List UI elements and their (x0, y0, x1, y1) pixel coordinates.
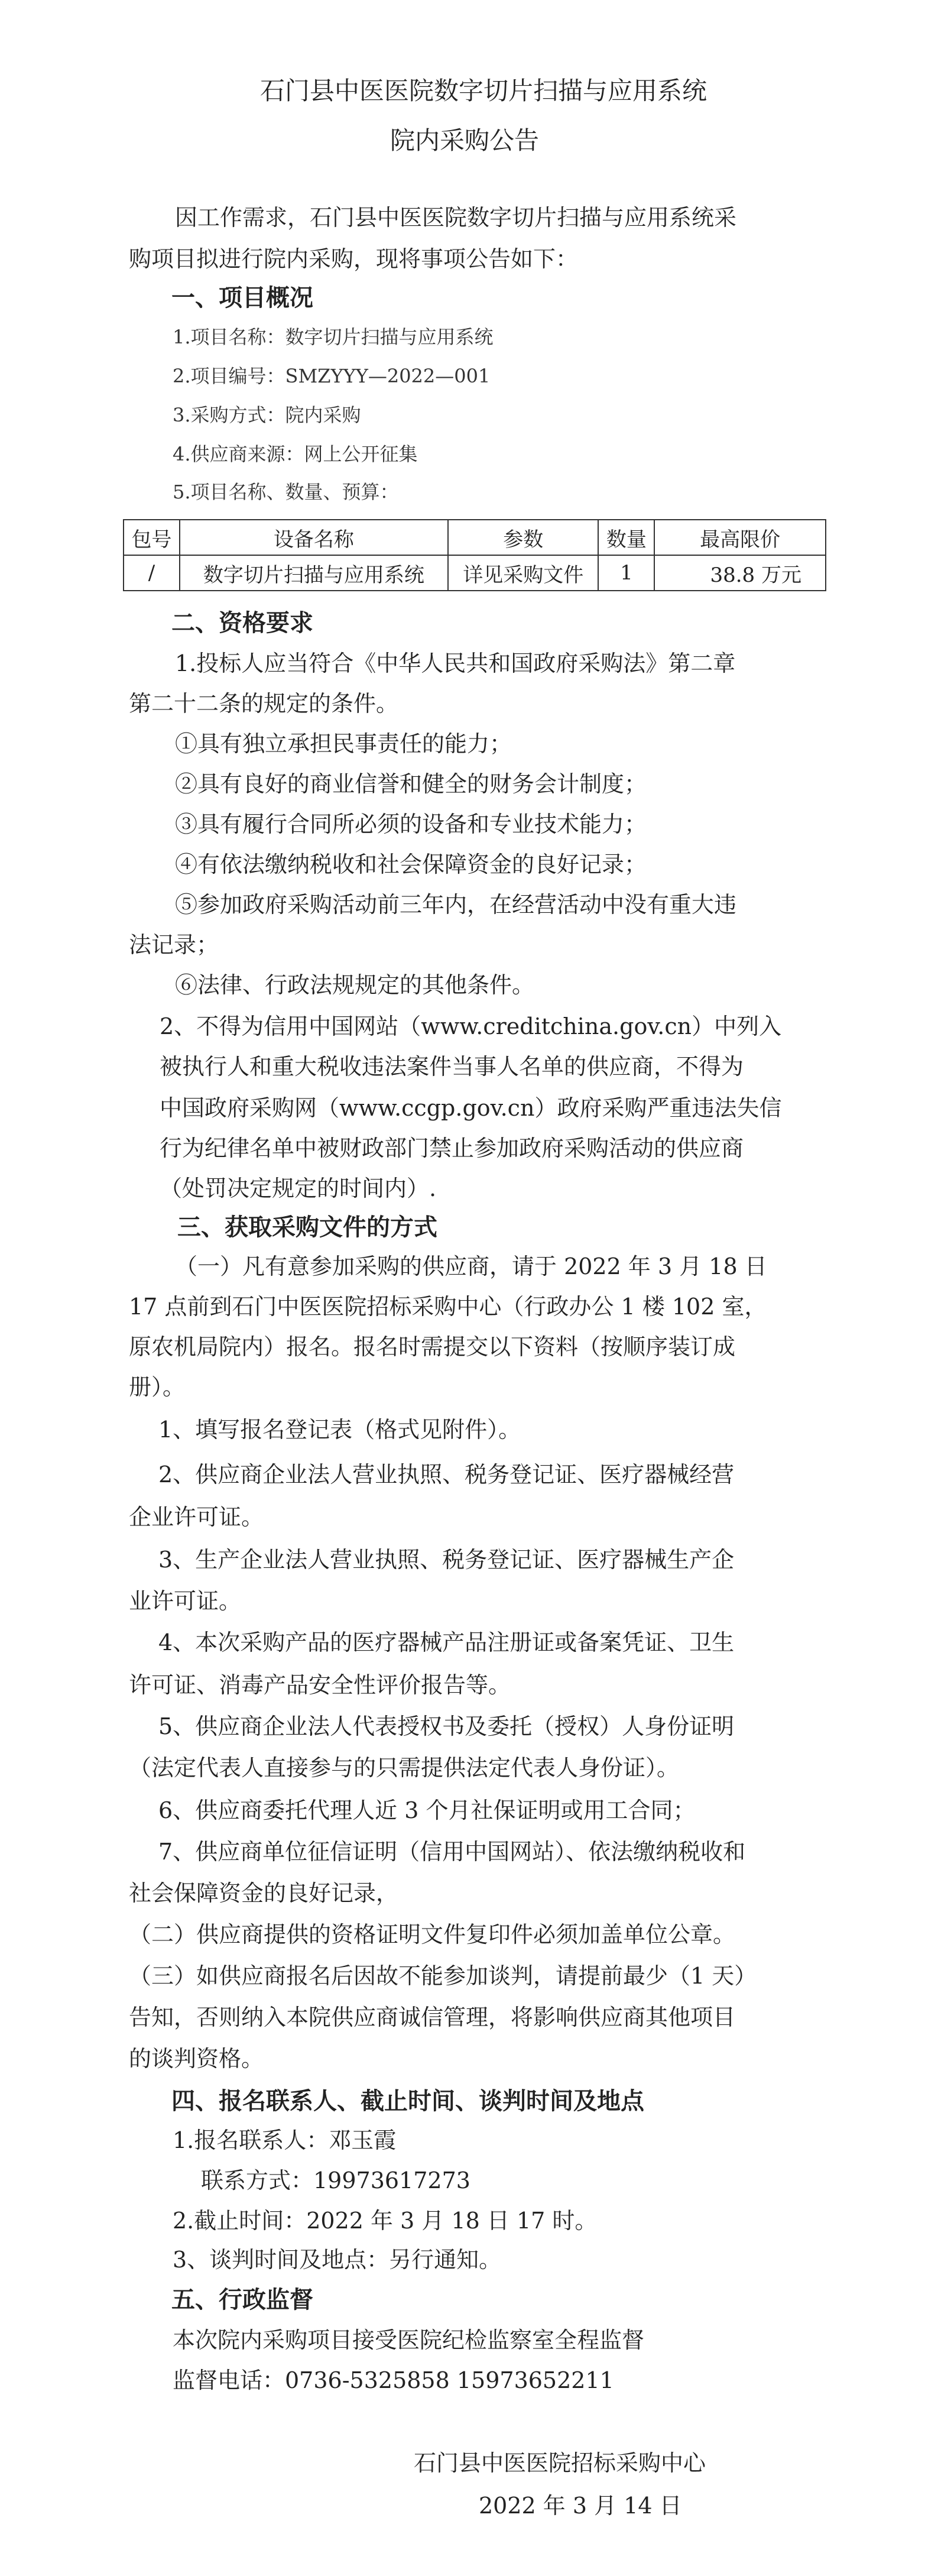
table-cell: 38.8 万元 (654, 555, 826, 591)
doc-subtitle: 院内采购公告 (390, 126, 540, 155)
document-acquisition-line: 社会保障资金的良好记录， (129, 1880, 399, 1906)
qualification-line: ①具有独立承担民事责任的能力； (175, 731, 512, 757)
qualification-line: （处罚决定规定的时间内）. (160, 1175, 437, 1201)
document-acquisition-line: 业许可证。 (129, 1588, 242, 1614)
document-acquisition-line: 7、供应商单位征信证明（信用中国网站）、依法缴纳税收和 (158, 1839, 746, 1865)
supervision-text: 本次院内采购项目接受医院纪检监察室全程监督 (173, 2327, 645, 2353)
project-table (123, 519, 826, 591)
qualification-line: ③具有履行合同所必须的设备和专业技术能力； (175, 811, 647, 837)
table-header: 最高限价 (654, 520, 826, 555)
qualification-line: 法记录； (129, 932, 219, 958)
document-acquisition-line: 册）。 (129, 1374, 186, 1400)
signature-date: 2022 年 3 月 14 日 (479, 2493, 682, 2519)
document-acquisition-line: 3、生产企业法人营业执照、税务登记证、医疗器械生产企 (158, 1547, 735, 1573)
intro-line-1: 因工作需求，石门县中医医院数字切片扫描与应用系统采 (175, 205, 737, 231)
document-acquisition-line: 告知，否则纳入本院供应商诚信管理，将影响供应商其他项目 (129, 2004, 736, 2030)
table-header: 设备名称 (180, 520, 448, 555)
document-acquisition-line: 1、填写报名登记表（格式见附件）。 (158, 1417, 521, 1443)
intro-line-2: 购项目拟进行院内采购，现将事项公告如下： (129, 246, 579, 272)
table-header: 包号 (124, 520, 180, 555)
document-acquisition-line: 原农机局院内）报名。报名时需提交以下资料（按顺序装订成 (129, 1334, 736, 1360)
document-acquisition-line: 5、供应商企业法人代表授权书及委托（授权）人身份证明 (158, 1713, 735, 1739)
document-acquisition-line: 的谈判资格。 (129, 2046, 264, 2072)
document-acquisition-line: 4、本次采购产品的医疗器械产品注册证或备案凭证、卫生 (158, 1629, 735, 1655)
table-header-row (124, 520, 826, 555)
project-number: 2.项目编号：SMZYYY—2022—001 (173, 365, 491, 387)
section-3-heading: 三、获取采购文件的方式 (177, 1213, 437, 1241)
section-1-heading: 一、项目概况 (171, 284, 313, 312)
negotiation-time: 3、谈判时间及地点：另行通知。 (173, 2247, 502, 2273)
table-cell: 1 (598, 555, 654, 591)
table-cell: / (124, 555, 180, 591)
document-acquisition-line: （一）凡有意参加采购的供应商，请于 2022 年 3 月 18 日 (175, 1253, 767, 1279)
qualification-line: ⑤参加政府采购活动前三年内，在经营活动中没有重大违 (175, 892, 737, 918)
qualification-line: 行为纪律名单中被财政部门禁止参加政府采购活动的供应商 (160, 1135, 744, 1161)
document-acquisition-line: 17 点前到石门中医医院招标采购中心（行政办公 1 楼 102 室， (129, 1294, 767, 1320)
qualification-line: ④有依法缴纳税收和社会保障资金的良好记录； (175, 851, 647, 877)
document-acquisition-line: （三）如供应商报名后因故不能参加谈判，请提前最少（1 天） (129, 1963, 757, 1989)
qualification-line: 被执行人和重大税收违法案件当事人名单的供应商，不得为 (160, 1054, 744, 1080)
supplier-source: 4.供应商来源：网上公开征集 (173, 443, 418, 465)
contact-person: 1.报名联系人：邓玉霞 (173, 2127, 397, 2153)
document-acquisition-line: 2、供应商企业法人营业执照、税务登记证、医疗器械经营 (158, 1462, 735, 1488)
table-cell: 数字切片扫描与应用系统 (180, 555, 448, 591)
document-acquisition-line: 许可证、消毒产品安全性评价报告等。 (129, 1672, 511, 1698)
document-acquisition-line: 6、供应商委托代理人近 3 个月社保证明或用工合同； (158, 1797, 696, 1823)
table-row (124, 555, 826, 591)
qualification-line: ⑥法律、行政法规规定的其他条件。 (175, 972, 535, 998)
supervision-phone: 监督电话：0736-5325858 15973652211 (173, 2367, 614, 2393)
qualification-line: 中国政府采购网（www.ccgp.gov.cn）政府采购严重违法失信 (160, 1095, 782, 1121)
qualification-line: 第二十二条的规定的条件。 (129, 691, 399, 717)
project-name: 1.项目名称：数字切片扫描与应用系统 (173, 326, 494, 348)
section-2-heading: 二、资格要求 (171, 609, 313, 637)
document-acquisition-line: 企业许可证。 (129, 1504, 264, 1530)
table-cell: 详见采购文件 (448, 555, 599, 591)
contact-phone: 联系方式：19973617273 (201, 2167, 470, 2193)
table-header: 数量 (598, 520, 654, 555)
table-header: 参数 (448, 520, 599, 555)
purchase-method: 3.采购方式：院内采购 (173, 404, 361, 426)
document-acquisition-line: （法定代表人直接参与的只需提供法定代表人身份证）。 (129, 1755, 680, 1781)
deadline: 2.截止时间：2022 年 3 月 18 日 17 时。 (173, 2208, 598, 2234)
qualification-line: 2、不得为信用中国网站（www.creditchina.gov.cn）中列入 (160, 1013, 782, 1039)
document-acquisition-line: （二）供应商提供的资格证明文件复印件必须加盖单位公章。 (129, 1922, 736, 1948)
section-4-heading: 四、报名联系人、截止时间、谈判时间及地点 (171, 2087, 644, 2115)
doc-title: 石门县中医医院数字切片扫描与应用系统 (260, 76, 707, 105)
section-5-heading: 五、行政监督 (171, 2286, 313, 2313)
project-budget-label: 5.项目名称、数量、预算： (173, 481, 399, 503)
qualification-line: 1.投标人应当符合《中华人民共和国政府采购法》第二章 (175, 650, 736, 676)
signature-org: 石门县中医医院招标采购中心 (414, 2450, 706, 2476)
qualification-line: ②具有良好的商业信誉和健全的财务会计制度； (175, 771, 647, 797)
